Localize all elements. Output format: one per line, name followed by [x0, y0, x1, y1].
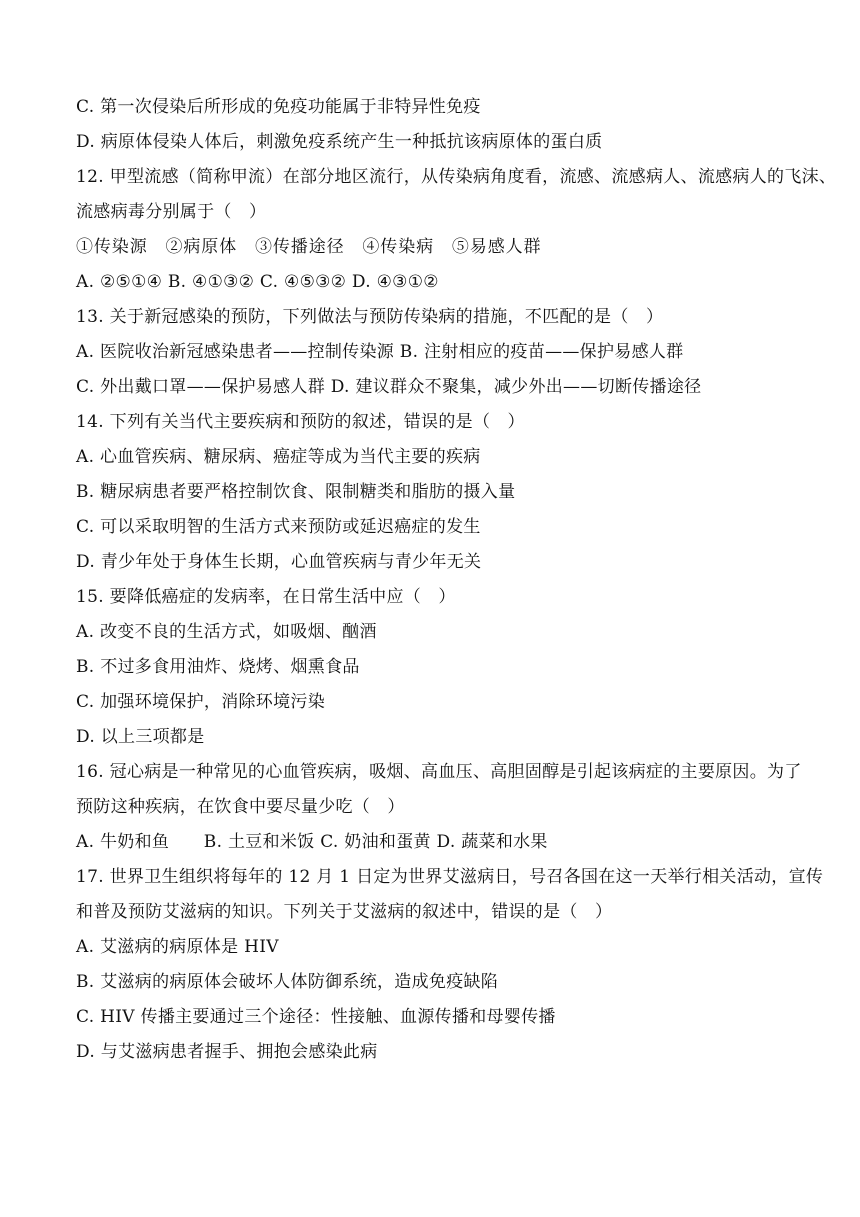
question-12-options: A. ②⑤①④ B. ④①③② C. ④⑤③② D. ④③①② [76, 272, 439, 292]
question-15-option-b: B. 不过多食用油炸、烧烤、烟熏食品 [76, 657, 360, 677]
question-13-stem: 13. 关于新冠感染的预防，下列做法与预防传染病的措施，不匹配的是（ ） [76, 307, 664, 327]
question-17-stem-cont: 和普及预防艾滋病的知识。下列关于艾滋病的叙述中，错误的是（ ） [76, 902, 613, 922]
question-14-option-d: D. 青少年处于身体生长期，心血管疾病与青少年无关 [76, 552, 482, 572]
question-12-terms: ①传染源 ②病原体 ③传播途径 ④传染病 ⑤易感人群 [76, 237, 542, 257]
question-16-stem-cont: 预防这种疾病，在饮食中要尽量少吃（ ） [76, 797, 405, 817]
question-12-stem: 12. 甲型流感（简称甲流）在部分地区流行，从传染病角度看，流感、流感病人、流感病人的飞沫、 [76, 167, 837, 187]
question-16-stem: 16. 冠心病是一种常见的心血管疾病，吸烟、高血压、高胆固醇是引起该病症的主要原因。为了 [76, 762, 802, 782]
question-17-option-d: D. 与艾滋病患者握手、拥抱会感染此病 [76, 1042, 378, 1062]
question-14-stem: 14. 下列有关当代主要疾病和预防的叙述，错误的是（ ） [76, 412, 525, 432]
question-17-option-b: B. 艾滋病的病原体会破坏人体防御系统，造成免疫缺陷 [76, 972, 499, 992]
question-13-options-cd: C. 外出戴口罩——保护易感人群 D. 建议群众不聚集，减少外出——切断传播途径 [76, 377, 702, 397]
question-16-options: A. 牛奶和鱼 B. 土豆和米饭 C. 奶油和蛋黄 D. 蔬菜和水果 [76, 832, 548, 852]
question-15-option-d: D. 以上三项都是 [76, 727, 205, 747]
question-14-option-a: A. 心血管疾病、糖尿病、癌症等成为当代主要的疾病 [76, 447, 481, 467]
question-17-stem: 17. 世界卫生组织将每年的 12 月 1 日定为世界艾滋病日，号召各国在这一天举行相关活动，宣传 [76, 867, 824, 887]
option-d-q11: D. 病原体侵染人体后，刺激免疫系统产生一种抵抗该病原体的蛋白质 [76, 132, 603, 152]
question-15-stem: 15. 要降低癌症的发病率，在日常生活中应（ ） [76, 587, 456, 607]
question-13-options-ab: A. 医院收治新冠感染患者——控制传染源 B. 注射相应的疫苗——保护易感人群 [76, 342, 684, 362]
option-c-q11: C. 第一次侵染后所形成的免疫功能属于非特异性免疫 [76, 97, 481, 117]
question-14-option-c: C. 可以采取明智的生活方式来预防或延迟癌症的发生 [76, 517, 481, 537]
question-12-stem-cont: 流感病毒分别属于（ ） [76, 202, 267, 222]
question-15-option-a: A. 改变不良的生活方式，如吸烟、酗酒 [76, 622, 377, 642]
question-14-option-b: B. 糖尿病患者要严格控制饮食、限制糖类和脂肪的摄入量 [76, 482, 516, 502]
question-15-option-c: C. 加强环境保护，消除环境污染 [76, 692, 326, 712]
question-17-option-c: C. HIV 传播主要通过三个途径：性接触、血源传播和母婴传播 [76, 1007, 556, 1027]
question-17-option-a: A. 艾滋病的病原体是 HIV [76, 937, 279, 957]
